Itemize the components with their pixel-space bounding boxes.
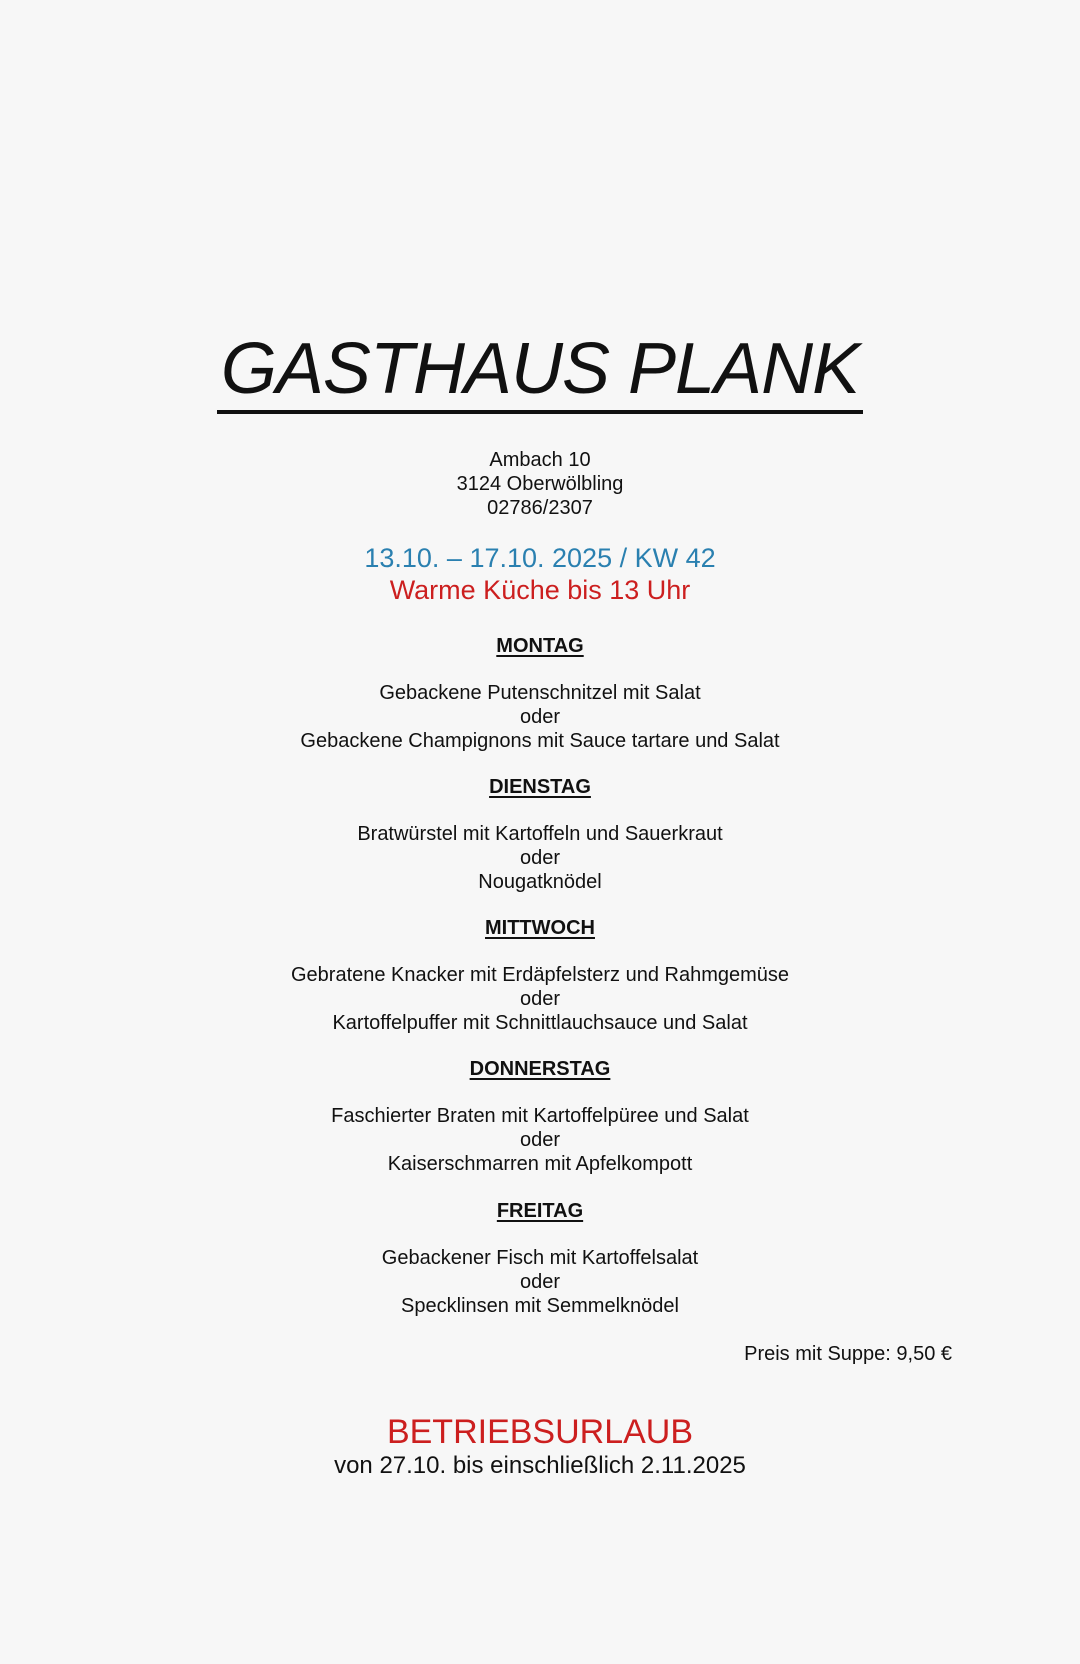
dish-separator: oder bbox=[519, 1129, 561, 1151]
day-dishes-freitag bbox=[0, 1246, 1080, 1318]
day-dishes-montag bbox=[0, 681, 1080, 753]
day-section-donnerstag bbox=[0, 1057, 1080, 1081]
day-heading: DONNERSTAG bbox=[469, 1058, 611, 1080]
dish-option-1: Gebackene Putenschnitzel mit Salat bbox=[379, 682, 701, 704]
dish-option-2: Gebackene Champignons mit Sauce tartare und Salat bbox=[300, 730, 780, 752]
day-heading: MONTAG bbox=[496, 635, 584, 657]
vacation-dates: von 27.10. bis einschließlich 2.11.2025 bbox=[334, 1452, 746, 1479]
vacation-title: BETRIEBSURLAUB bbox=[386, 1413, 694, 1451]
dish-separator: oder bbox=[519, 706, 561, 728]
dish-option-2: Kartoffelpuffer mit Schnittlauchsauce und Salat bbox=[332, 1012, 748, 1034]
restaurant-title: GASTHAUS PLANK bbox=[217, 330, 863, 414]
day-dishes-mittwoch bbox=[0, 963, 1080, 1035]
dish-separator: oder bbox=[519, 1271, 561, 1293]
dish-separator: oder bbox=[519, 847, 561, 869]
phone-number: 02786/2307 bbox=[487, 497, 593, 519]
address-block bbox=[0, 448, 1080, 520]
address-street: Ambach 10 bbox=[489, 449, 591, 471]
day-section-montag bbox=[0, 634, 1080, 658]
day-section-mittwoch bbox=[0, 916, 1080, 940]
dish-option-2: Kaiserschmarren mit Apfelkompott bbox=[387, 1153, 693, 1175]
dish-option-1: Gebratene Knacker mit Erdäpfelsterz und Rahmgemüse bbox=[290, 964, 790, 986]
dish-option-1: Bratwürstel mit Kartoffeln und Sauerkraut bbox=[357, 823, 723, 845]
day-heading: DIENSTAG bbox=[489, 776, 591, 798]
address-city: 3124 Oberwölbling bbox=[456, 473, 624, 495]
day-dishes-dienstag bbox=[0, 822, 1080, 894]
day-section-freitag bbox=[0, 1199, 1080, 1223]
kitchen-hours: Warme Küche bis 13 Uhr bbox=[389, 575, 691, 605]
title-block bbox=[0, 330, 1080, 414]
week-dates: 13.10. – 17.10. 2025 / KW 42 bbox=[364, 543, 716, 573]
day-section-dienstag bbox=[0, 775, 1080, 799]
dish-option-2: Specklinsen mit Semmelknödel bbox=[401, 1295, 679, 1317]
dish-option-2: Nougatknödel bbox=[478, 871, 602, 893]
price-note: Preis mit Suppe: 9,50 € bbox=[744, 1343, 952, 1365]
dish-option-1: Gebackener Fisch mit Kartoffelsalat bbox=[381, 1247, 699, 1269]
dish-separator: oder bbox=[519, 988, 561, 1010]
day-dishes-donnerstag bbox=[0, 1104, 1080, 1176]
dish-option-1: Faschierter Braten mit Kartoffelpüree und Salat bbox=[331, 1105, 749, 1127]
day-heading: FREITAG bbox=[496, 1200, 584, 1222]
day-heading: MITTWOCH bbox=[485, 917, 595, 939]
